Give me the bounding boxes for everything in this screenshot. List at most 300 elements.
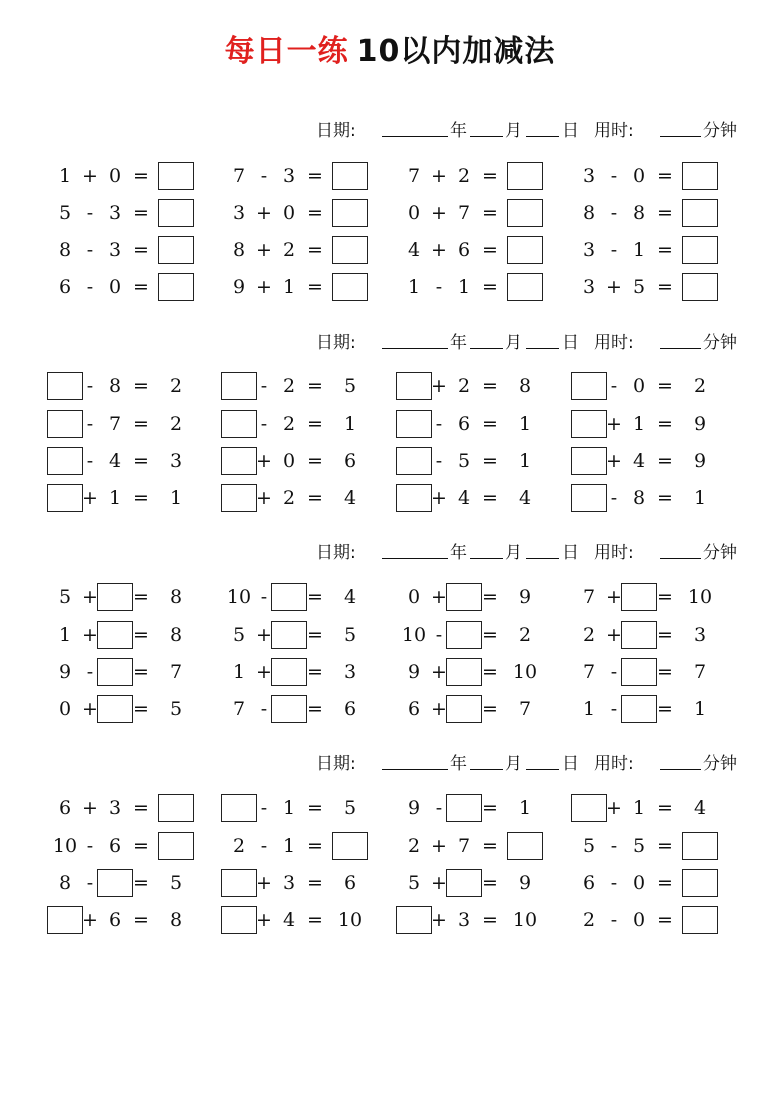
number: 3: [232, 202, 246, 224]
problem: [397, 447, 567, 477]
equals-sign: =: [482, 239, 498, 261]
equals-sign: =: [657, 797, 673, 819]
answer-box[interactable]: [221, 906, 257, 934]
problem: [48, 832, 218, 862]
problem: [397, 410, 567, 440]
answer-box[interactable]: [97, 583, 133, 611]
equals-sign: =: [307, 586, 323, 608]
minutes-label: 分钟: [703, 543, 737, 563]
number: 2: [232, 835, 246, 857]
problem: [572, 162, 742, 192]
month-blank[interactable]: [470, 558, 503, 559]
answer-box[interactable]: [396, 447, 432, 475]
answer-box[interactable]: [47, 410, 83, 438]
month-label: 月: [505, 333, 522, 353]
answer-box[interactable]: [571, 484, 607, 512]
number: 0: [282, 202, 296, 224]
problem: [397, 869, 567, 899]
problem: [572, 658, 742, 688]
number: 5: [169, 872, 183, 894]
equals-sign: =: [133, 797, 149, 819]
operator: -: [86, 661, 94, 683]
equals-sign: =: [657, 661, 673, 683]
number: 7: [169, 661, 183, 683]
number: 1: [632, 413, 646, 435]
answer-box[interactable]: [446, 658, 482, 686]
operator: +: [431, 835, 447, 857]
number: 1: [518, 450, 532, 472]
operator: +: [431, 239, 447, 261]
number: 2: [282, 487, 296, 509]
answer-box[interactable]: [158, 236, 194, 264]
date-year-blank[interactable]: [382, 136, 448, 137]
equals-sign: =: [307, 661, 323, 683]
equals-sign: =: [482, 661, 498, 683]
number: 0: [632, 909, 646, 931]
problem: [222, 695, 392, 725]
problem: [222, 410, 392, 440]
problem: [48, 162, 218, 192]
problem: [397, 199, 567, 229]
number: 3: [108, 202, 122, 224]
answer-box[interactable]: [221, 372, 257, 400]
answer-box[interactable]: [332, 199, 368, 227]
answer-box[interactable]: [271, 658, 307, 686]
equals-sign: =: [307, 624, 323, 646]
number: 6: [343, 698, 357, 720]
operator: -: [610, 239, 618, 261]
problem: [222, 162, 392, 192]
equals-sign: =: [657, 450, 673, 472]
equals-sign: =: [482, 413, 498, 435]
problem: [397, 273, 567, 303]
number: 9: [232, 276, 246, 298]
operator: +: [606, 624, 622, 646]
problem: [397, 906, 567, 936]
operator: -: [610, 487, 618, 509]
minutes-blank[interactable]: [660, 769, 701, 770]
day-blank[interactable]: [526, 769, 559, 770]
operator: -: [86, 450, 94, 472]
time-label: 用时:: [594, 333, 634, 353]
equals-sign: =: [307, 835, 323, 857]
problem: [48, 621, 218, 651]
problem: [222, 794, 392, 824]
answer-box[interactable]: [221, 410, 257, 438]
operator: +: [431, 661, 447, 683]
number: 0: [407, 202, 421, 224]
day-blank[interactable]: [526, 136, 559, 137]
problem: [222, 273, 392, 303]
problem: [397, 484, 567, 514]
answer-box[interactable]: [47, 484, 83, 512]
operator: -: [260, 586, 268, 608]
equals-sign: =: [133, 165, 149, 187]
operator: -: [260, 835, 268, 857]
number: 5: [582, 835, 596, 857]
answer-box[interactable]: [332, 832, 368, 860]
number: 1: [582, 698, 596, 720]
answer-box[interactable]: [621, 658, 657, 686]
number: 0: [632, 165, 646, 187]
date-year-blank[interactable]: [382, 769, 448, 770]
time-label: 用时:: [594, 121, 634, 141]
number: 2: [282, 375, 296, 397]
section-header: [300, 749, 760, 773]
answer-box[interactable]: [158, 162, 194, 190]
problem: [48, 906, 218, 936]
number: 4: [632, 450, 646, 472]
answer-box[interactable]: [271, 695, 307, 723]
answer-box[interactable]: [221, 484, 257, 512]
problem: [222, 484, 392, 514]
number: 9: [407, 797, 421, 819]
number: 7: [108, 413, 122, 435]
date-label: 日期:: [316, 543, 356, 563]
problem: [397, 794, 567, 824]
date-label: 日期:: [316, 333, 356, 353]
operator: +: [256, 661, 272, 683]
equals-sign: =: [482, 487, 498, 509]
answer-box[interactable]: [682, 869, 718, 897]
day-blank[interactable]: [526, 348, 559, 349]
operator: -: [260, 165, 268, 187]
number: 8: [58, 872, 72, 894]
minutes-blank[interactable]: [660, 558, 701, 559]
answer-box[interactable]: [158, 199, 194, 227]
problem: [397, 236, 567, 266]
answer-box[interactable]: [47, 372, 83, 400]
problem: [397, 832, 567, 862]
number: 3: [457, 909, 471, 931]
problem: [572, 236, 742, 266]
operator: +: [256, 239, 272, 261]
answer-box[interactable]: [221, 869, 257, 897]
problem: [397, 695, 567, 725]
equals-sign: =: [482, 450, 498, 472]
answer-box[interactable]: [221, 447, 257, 475]
answer-box[interactable]: [507, 273, 543, 301]
number: 1: [282, 276, 296, 298]
operator: +: [256, 487, 272, 509]
answer-box[interactable]: [47, 906, 83, 934]
answer-box[interactable]: [621, 695, 657, 723]
answer-box[interactable]: [507, 199, 543, 227]
equals-sign: =: [307, 165, 323, 187]
number: 2: [282, 413, 296, 435]
problem: [572, 273, 742, 303]
answer-box[interactable]: [446, 621, 482, 649]
number: 6: [58, 797, 72, 819]
number: 6: [582, 872, 596, 894]
answer-box[interactable]: [47, 447, 83, 475]
section-header: [300, 328, 760, 352]
equals-sign: =: [307, 375, 323, 397]
answer-box[interactable]: [446, 794, 482, 822]
number: 5: [232, 624, 246, 646]
operator: -: [435, 276, 443, 298]
answer-box[interactable]: [682, 199, 718, 227]
operator: +: [606, 586, 622, 608]
operator: +: [256, 450, 272, 472]
equals-sign: =: [307, 450, 323, 472]
number: 10: [337, 909, 363, 931]
operator: +: [606, 797, 622, 819]
number: 1: [108, 487, 122, 509]
problem: [572, 447, 742, 477]
problem: [48, 273, 218, 303]
answer-box[interactable]: [396, 410, 432, 438]
operator: +: [431, 375, 447, 397]
answer-box[interactable]: [507, 236, 543, 264]
problem: [572, 869, 742, 899]
number: 6: [58, 276, 72, 298]
equals-sign: =: [133, 202, 149, 224]
operator: -: [86, 413, 94, 435]
problem: [572, 410, 742, 440]
answer-box[interactable]: [507, 162, 543, 190]
month-blank[interactable]: [470, 769, 503, 770]
operator: -: [260, 375, 268, 397]
answer-box[interactable]: [682, 906, 718, 934]
worksheet-title: [0, 26, 780, 70]
number: 5: [169, 698, 183, 720]
problem: [48, 372, 218, 402]
number: 5: [632, 835, 646, 857]
answer-box[interactable]: [158, 794, 194, 822]
section-header: [300, 116, 760, 140]
number: 6: [108, 835, 122, 857]
number: 9: [58, 661, 72, 683]
number: 7: [582, 586, 596, 608]
number: 4: [343, 487, 357, 509]
operator: -: [610, 375, 618, 397]
number: 10: [512, 909, 538, 931]
minutes-blank[interactable]: [660, 136, 701, 137]
problem: [222, 372, 392, 402]
date-year-blank[interactable]: [382, 348, 448, 349]
answer-box[interactable]: [682, 162, 718, 190]
problem: [48, 695, 218, 725]
number: 7: [582, 661, 596, 683]
number: 8: [169, 909, 183, 931]
number: 2: [169, 413, 183, 435]
equals-sign: =: [133, 239, 149, 261]
number: 5: [407, 872, 421, 894]
answer-box[interactable]: [158, 832, 194, 860]
operator: -: [86, 375, 94, 397]
problem: [572, 794, 742, 824]
answer-box[interactable]: [97, 621, 133, 649]
number: 2: [407, 835, 421, 857]
number: 8: [632, 487, 646, 509]
number: 1: [282, 835, 296, 857]
number: 9: [693, 450, 707, 472]
answer-box[interactable]: [97, 658, 133, 686]
operator: +: [256, 624, 272, 646]
equals-sign: =: [482, 872, 498, 894]
operator: +: [431, 487, 447, 509]
number: 1: [232, 661, 246, 683]
month-blank[interactable]: [470, 136, 503, 137]
operator: -: [86, 276, 94, 298]
equals-sign: =: [307, 276, 323, 298]
equals-sign: =: [657, 698, 673, 720]
number: 1: [58, 624, 72, 646]
answer-box[interactable]: [271, 621, 307, 649]
number: 4: [343, 586, 357, 608]
answer-box[interactable]: [332, 236, 368, 264]
number: 1: [58, 165, 72, 187]
answer-box[interactable]: [621, 583, 657, 611]
equals-sign: =: [482, 624, 498, 646]
problem: [572, 372, 742, 402]
date-label: 日期:: [316, 754, 356, 774]
equals-sign: =: [657, 276, 673, 298]
month-blank[interactable]: [470, 348, 503, 349]
answer-box[interactable]: [446, 695, 482, 723]
problem: [48, 199, 218, 229]
operator: +: [606, 413, 622, 435]
day-blank[interactable]: [526, 558, 559, 559]
equals-sign: =: [133, 624, 149, 646]
answer-box[interactable]: [97, 869, 133, 897]
answer-box[interactable]: [571, 447, 607, 475]
answer-box[interactable]: [332, 273, 368, 301]
operator: +: [82, 698, 98, 720]
answer-box[interactable]: [682, 273, 718, 301]
number: 0: [632, 375, 646, 397]
number: 5: [343, 797, 357, 819]
problem: [48, 794, 218, 824]
equals-sign: =: [133, 375, 149, 397]
number: 7: [457, 202, 471, 224]
operator: -: [610, 909, 618, 931]
number: 1: [632, 239, 646, 261]
equals-sign: =: [307, 202, 323, 224]
equals-sign: =: [657, 165, 673, 187]
equals-sign: =: [657, 624, 673, 646]
problem: [222, 583, 392, 613]
equals-sign: =: [133, 661, 149, 683]
answer-box[interactable]: [396, 484, 432, 512]
answer-box[interactable]: [158, 273, 194, 301]
number: 2: [457, 375, 471, 397]
answer-box[interactable]: [446, 869, 482, 897]
number: 1: [693, 698, 707, 720]
minutes-blank[interactable]: [660, 348, 701, 349]
equals-sign: =: [133, 872, 149, 894]
operator: +: [431, 586, 447, 608]
number: 2: [169, 375, 183, 397]
problem: [397, 621, 567, 651]
operator: -: [610, 698, 618, 720]
answer-box[interactable]: [571, 410, 607, 438]
operator: +: [431, 909, 447, 931]
equals-sign: =: [133, 586, 149, 608]
problem: [222, 199, 392, 229]
equals-sign: =: [133, 276, 149, 298]
number: 7: [693, 661, 707, 683]
year-label: 年: [450, 121, 467, 141]
answer-box[interactable]: [332, 162, 368, 190]
number: 5: [343, 375, 357, 397]
operator: +: [606, 450, 622, 472]
problem: [48, 484, 218, 514]
month-label: 月: [505, 754, 522, 774]
operator: +: [82, 909, 98, 931]
operator: -: [260, 797, 268, 819]
number: 3: [108, 797, 122, 819]
answer-box[interactable]: [507, 832, 543, 860]
number: 0: [108, 276, 122, 298]
number: 3: [582, 165, 596, 187]
number: 6: [407, 698, 421, 720]
problem: [572, 583, 742, 613]
number: 5: [632, 276, 646, 298]
number: 4: [407, 239, 421, 261]
answer-box[interactable]: [571, 794, 607, 822]
number: 10: [687, 586, 713, 608]
answer-box[interactable]: [396, 906, 432, 934]
operator: -: [610, 165, 618, 187]
number: 7: [232, 165, 246, 187]
number: 2: [693, 375, 707, 397]
problem: [397, 372, 567, 402]
answer-box[interactable]: [271, 583, 307, 611]
number: 6: [457, 239, 471, 261]
number: 8: [582, 202, 596, 224]
operator: +: [82, 165, 98, 187]
number: 0: [282, 450, 296, 472]
operator: -: [610, 661, 618, 683]
problem: [572, 695, 742, 725]
answer-box[interactable]: [682, 832, 718, 860]
answer-box[interactable]: [571, 372, 607, 400]
operator: +: [82, 797, 98, 819]
number: 6: [108, 909, 122, 931]
problem: [572, 832, 742, 862]
number: 1: [518, 413, 532, 435]
number: 4: [108, 450, 122, 472]
problem: [572, 199, 742, 229]
year-label: 年: [450, 543, 467, 563]
equals-sign: =: [657, 909, 673, 931]
answer-box[interactable]: [682, 236, 718, 264]
equals-sign: =: [133, 450, 149, 472]
problem: [222, 658, 392, 688]
equals-sign: =: [133, 413, 149, 435]
equals-sign: =: [482, 797, 498, 819]
month-label: 月: [505, 543, 522, 563]
equals-sign: =: [657, 487, 673, 509]
number: 7: [518, 698, 532, 720]
date-year-blank[interactable]: [382, 558, 448, 559]
answer-box[interactable]: [221, 794, 257, 822]
answer-box[interactable]: [446, 583, 482, 611]
time-label: 用时:: [594, 754, 634, 774]
problem: [222, 906, 392, 936]
answer-box[interactable]: [621, 621, 657, 649]
answer-box[interactable]: [97, 695, 133, 723]
problem: [222, 236, 392, 266]
problem: [397, 658, 567, 688]
operator: +: [431, 872, 447, 894]
year-label: 年: [450, 754, 467, 774]
number: 0: [632, 872, 646, 894]
number: 6: [343, 450, 357, 472]
answer-box[interactable]: [396, 372, 432, 400]
